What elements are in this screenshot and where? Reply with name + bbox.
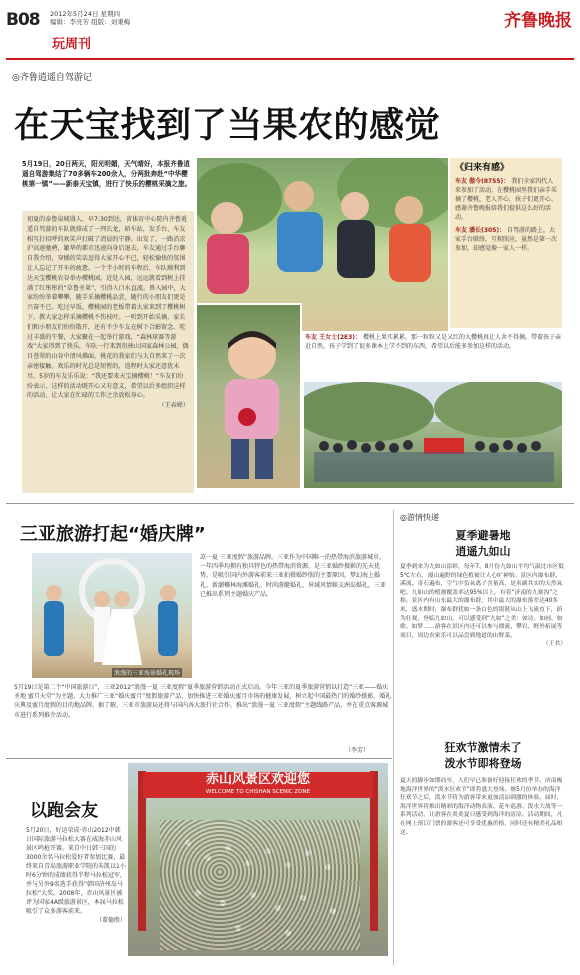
quote-author: 车友 王女士(2E3)： xyxy=(305,334,362,341)
quote-author: 车友 潘长(305)： xyxy=(455,227,506,234)
date-line xyxy=(50,10,130,26)
newspaper-logo: 齐鲁晚报 xyxy=(504,11,572,31)
quote-item xyxy=(455,226,557,253)
quote-text: 樱桃上果实累累，那一粒粒又是又红的大樱桃真让人舍不得摘。带着孩子亲近自然，孩子学到了很多课本上学不到的东西，希望以后能多参加这样的活动。 xyxy=(305,334,561,350)
quote-text: 自驾游的路上，大家手台联络，互相照应，虽然是第一次参加，却感觉像一家人一样。 xyxy=(455,227,558,252)
jiuru-body xyxy=(400,563,566,649)
group-photo xyxy=(304,382,562,488)
section-title: 玩周刊 xyxy=(52,37,92,52)
jiuru-byline: （王君） xyxy=(542,641,566,648)
column-divider xyxy=(393,510,394,965)
marathon-body-text: 5月20日，好运荣成·赤山2012中韩日国际旅游马拉松大赛在威海赤山风景区鸣枪开赛。来自中日韩三国的3000余名马拉松爱好者参加比赛，最终来自青岛旅游职业学院的朱凯以1小时6分钟的成绩获得半程马拉松冠军，并与另外9名选手获得“韩国济州岛马拉松”大奖。2008年，赤山风景区被评为国家4A级旅游景区，本届马拉松吸引了众多游客前来。 xyxy=(26,827,126,915)
quotes-title: 《归来有感》 xyxy=(455,163,510,173)
wedding-body-right: 凉一夏 三亚度假”旅游品牌。三亚作为中国唯一的热带海滨旅游城市，一年四季均拥有独具特色的热带海滨资源，是三亚婚纱摄影的先天优势。是吸引国内外游客前来三亚拍摄婚纱照的主要原因。梦幻海上婚礼、新潮椰林海滩婚礼、时尚游艇婚礼、异域风情蜈支洲岛婚礼，三亚已推出系列主题婚庆产品。 xyxy=(200,554,387,598)
wedding-photo-caption: 浪漫的三亚海景婚礼现场 xyxy=(114,670,181,677)
quote-item xyxy=(455,177,557,222)
feature-kicker: ◎齐鲁逍遥自驾游记 xyxy=(12,73,92,83)
festival-headline: 狂欢节激情未了 泼水节即将登场 xyxy=(444,741,522,770)
feature-lead: 5月19日，20日两天，阳光明媚，天气晴好，本报齐鲁逍遥自驾游集结了70多辆车200余人，分两批奔赴“中华樱桃第一镇”——新泰天宝镇，进行了快乐的樱桃采摘之旅。 xyxy=(22,160,192,188)
runner-crowd xyxy=(160,820,360,950)
scenic-gate-banner xyxy=(143,772,373,798)
feature-body xyxy=(22,211,194,493)
sidebar-kicker: ◎游情快递 xyxy=(400,513,439,522)
festival-body: 夏天的脚步如期而至，人们早已准备好迎接狂欢的季节。济南极地海洋世界的“泼水狂欢节”即将盛大登场。继5月份举办的海洋狂欢节之后，泼水节将为游客带来更加清凉刺激的体验。届时，海洋世界将推出精彩的海洋动物表演、花车巡游、泼水大战等一系列活动，让游客在炎炎夏日感受到海洋的清凉。活动期间，凡在网上预订门票的游客还可享受优惠价格，同时还有精美礼品相送。 xyxy=(400,778,563,836)
wedding-byline: （李芳） xyxy=(345,747,370,754)
wedding-body-bottom: 5月19日是第二个“中国旅游日”，三亚2012“浪漫一夏 三亚度假”夏季旅游营销活动正式启动。今年三亚的夏季旅游营销以打造“三亚——婚庆圣地 蜜月天堂”为主题，大力推广三亚“婚庆蜜月”度假旅游产品，加快推进三亚婚庆蜜月市场的健康发展，树立起中国最热门的婚纱摄影、婚礼庆典及蜜月度假的目的地品牌。据了解，三亚市旅游局还将与国内各大旅行社合作，推出“浪漫一夏 三亚度假”主题线路产品，并在重点客源城市进行系列推介活动。 xyxy=(14,684,392,719)
section-divider xyxy=(6,503,574,504)
wedding-photo xyxy=(32,553,192,678)
section-divider xyxy=(6,758,392,759)
marathon-body xyxy=(26,826,126,925)
quote-item xyxy=(305,333,563,351)
gate-title: 赤山风景区欢迎您 xyxy=(205,772,310,787)
jiuru-headline: 夏季避暑地 逍遥九如山 xyxy=(455,529,511,558)
child-with-cherries-photo xyxy=(197,303,302,488)
wedding-headline: 三亚旅游打起“婚庆牌” xyxy=(20,524,206,545)
jiuru-body-text: 夏季到来为九如山添彩，每年7、8月份九如山平均气温比市区低5℃左右，漫山遍野的绿色植被让人心旷神怡。景区内瀑布群、溪流、奇石遍布，空气中负氧离子含量高，是名副其实的天然氧吧。九如山的植被覆盖率达95%以上，有着“济南的九寨沟”之称。景区内有山东最大的瀑布群，其中最大的瀑布落差达40多米，盛水期时，瀑布群犹如一条白色的银链从山上飞流直下，蔚为壮观。登临九如山，可以感受到“九如”之美：如诗、如画、如歌、如梦……游客在景区内还可以参与漂流、攀岩、野外拓展等项目，周边农家乐可以品尝到地道的山野菜。 xyxy=(400,564,564,639)
feature-headline: 在天宝找到了当果农的感觉 xyxy=(14,105,441,146)
feature-body-text: 初夏的泰鲁泉城盛人，早7:30到达，省体育中心院内齐鲁逍遥自驾游的车队就排成了一列长龙，轿车站，发手台，车友相互打招呼的欢笑声打破了清晨的宁静。出发了，一路沿京沪高速驰骋，繁华的都市迅速向身后退去，车友通过手台聊自我介绍，穿插的笑话逗得大家开心不已，轻松愉快的氛围让人忘记了开车的疲惫。一个半小时的车程后，车队顺利到达天宝樱桃农谷举办樱桃园。近处入园，远远就看到树上挂满了红彤彤的“草鲁圣果”，引得人口水直流。鼻入园中，大家纷纷举着攀攀，随手采摘樱桃品尝，随行的小朋友们更是兴奋不已。吃过早饭，樱桃园的老板带着大家来到了樱桃树下，教大家怎样采摘樱桃不伤枝叶。一听到开始采摘，家长们和小朋友们纷纷散开，还有不少车友在树下合影留念。吃过丰盛的午餐，大家聚在一起举行游戏，“森林球赛等游戏”大家得到了快乐，车队一行来到徂徕山国家森林公园，偶目苍翠的山谷中清风佛面，挑花的我家们与大自然来了一次亲密接触。欢乐的时光总是短暂的，返程时大家还意犹未尽，5岁的车友乐乐说：“我还要来天宝摘樱桃！”车友们纷纷表示，这样的活动既开心又有意义，希望以后多组织这样的活动，让大家在忙碌的工作之余放松身心。 xyxy=(27,216,189,400)
editor-credits: 编辑：李亮芳 组版：刘秉梅 xyxy=(50,18,131,26)
publish-date: 2012年5月24日 星期四 xyxy=(50,10,121,18)
header-rule xyxy=(6,58,574,60)
quote-text: 我们全家四代人来参加了活动，在樱桃园里我们亲手采摘了樱桃，老人开心，孩子们更开心，感谢齐鲁晚报给我们提供这么好的活动。 xyxy=(455,178,558,221)
marathon-byline: （董德胜） xyxy=(95,917,126,924)
quote-author: 车友 傲今(8755)： xyxy=(455,178,510,185)
page-number: B08 xyxy=(6,10,40,30)
gate-subtitle: WELCOME TO CHISHAN SCENIC ZONE xyxy=(205,789,311,795)
marathon-headline: 以跑会友 xyxy=(30,801,98,821)
reader-quotes-box xyxy=(450,158,562,328)
feature-byline: （王春婵） xyxy=(158,402,189,410)
